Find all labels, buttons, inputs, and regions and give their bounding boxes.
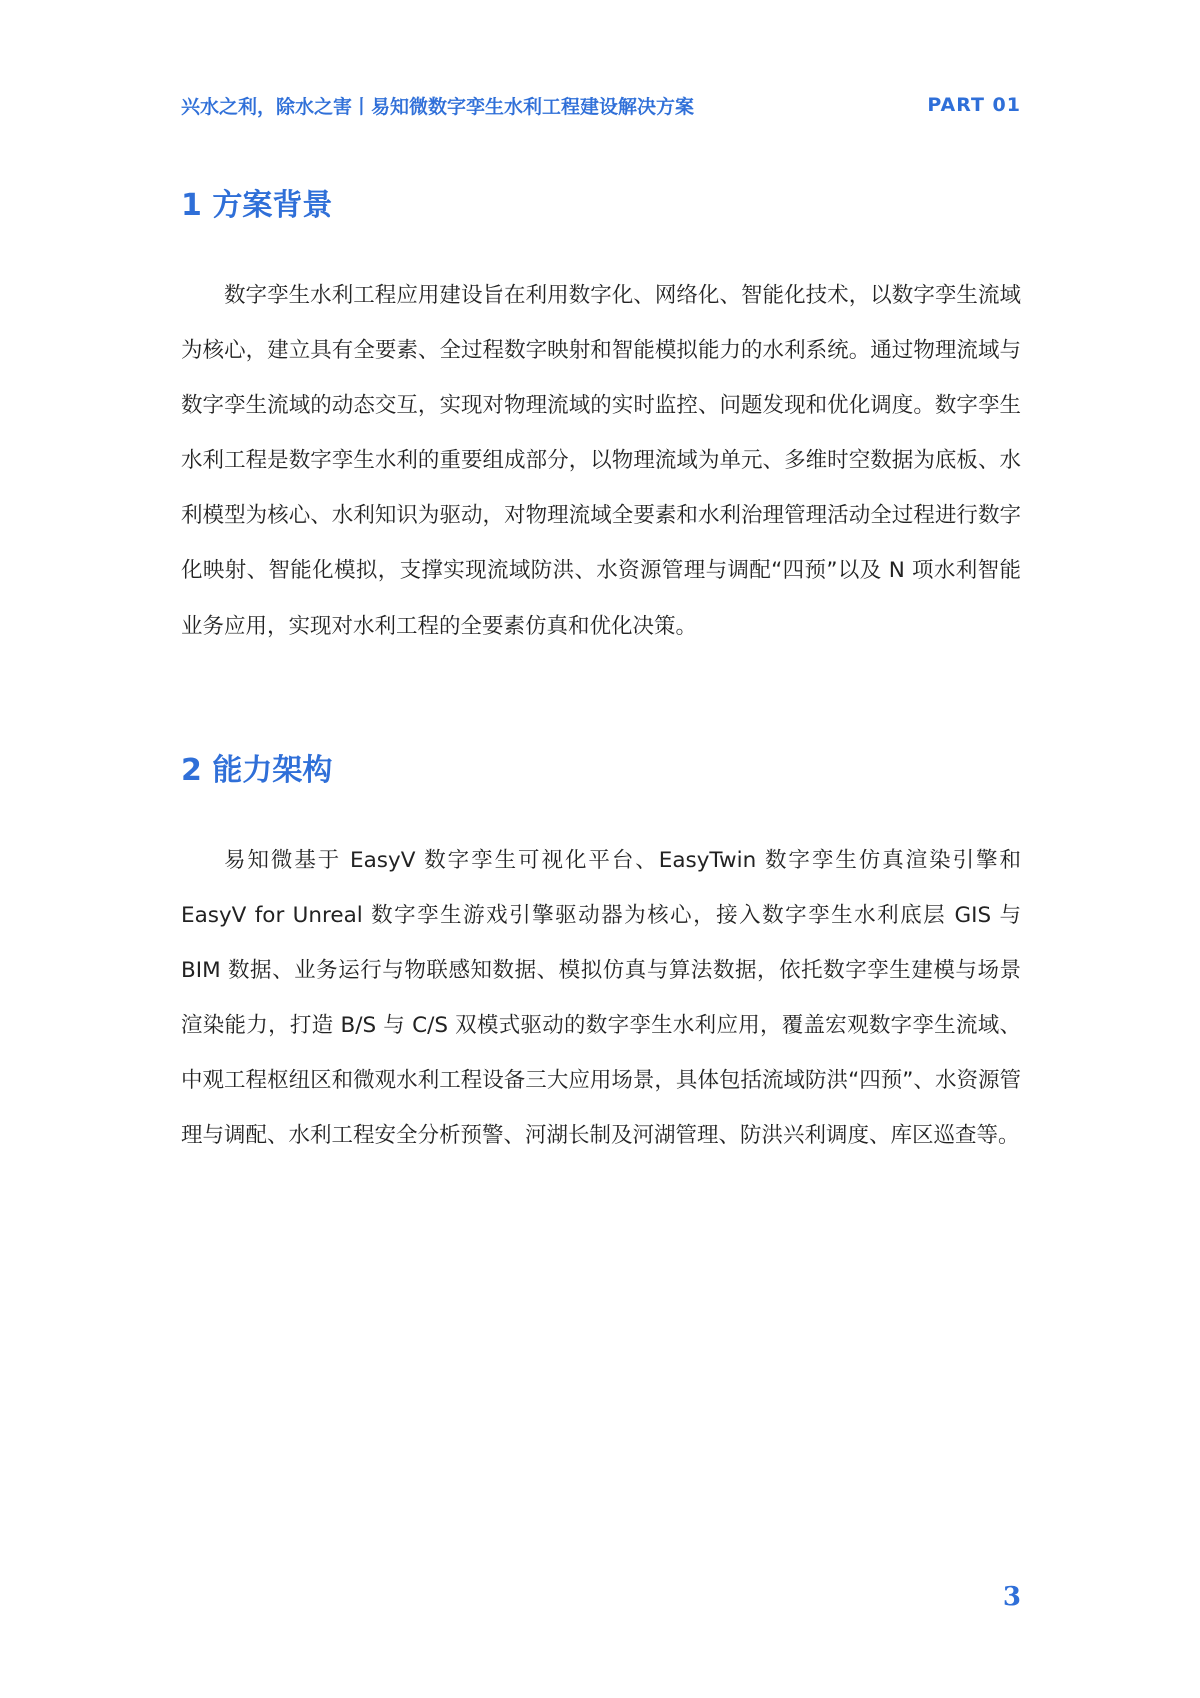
page-number: 3 — [1002, 1582, 1021, 1612]
section-2-heading: 2 能力架构 — [181, 753, 333, 788]
section-1-paragraph: 数字孪生水利工程应用建设旨在利用数字化、网络化、智能化技术，以数字孪生流域为核心，建立具有全要素、全过程数字映射和智能模拟能力的水利系统。通过物理流域与数字孪生流域的动态交互，实现对物理流域的实时监控、问题发现和优化调度。数字孪生水利工程是数字孪生水利的重要组成部分，以物理流域为单元、多维时空数据为底板、水利模型为核心、水利知识为驱动，对物理流域全要素和水利治理管理活动全过程进行数字化映射、智能化模拟，支撑实现流域防洪、水资源管理与调配“四预”以及 N 项水利智能业务应用，实现对水利工程的全要素仿真和优化决策。 — [181, 283, 1021, 639]
header-part-label: PART 01 — [927, 94, 1021, 116]
header-document-title: 兴水之利，除水之害丨易知微数字孪生水利工程建设解决方案 — [181, 95, 695, 118]
page-header — [181, 92, 1021, 118]
section-1-heading: 1 方案背景 — [181, 188, 333, 223]
section-2-paragraph: 易知微基于 EasyV 数字孪生可视化平台、EasyTwin 数字孪生仿真渲染引擎和 EasyV for Unreal 数字孪生游戏引擎驱动器为核心，接入数字孪生水利底层 GIS 与 BIM 数据、业务运行与物联感知数据、模拟仿真与算法数据，依托数字孪生建模与场景渲染能力，打造 B/S 与 C/S 双模式驱动的数字孪生水利应用，覆盖宏观数字孪生流域、中观工程枢纽区和微观水利工程设备三大应用场景，具体包括流域防洪“四预”、水资源管理与调配、水利工程安全分析预警、河湖长制及河湖管理、防洪兴利调度、库区巡查等。 — [181, 848, 1021, 1149]
